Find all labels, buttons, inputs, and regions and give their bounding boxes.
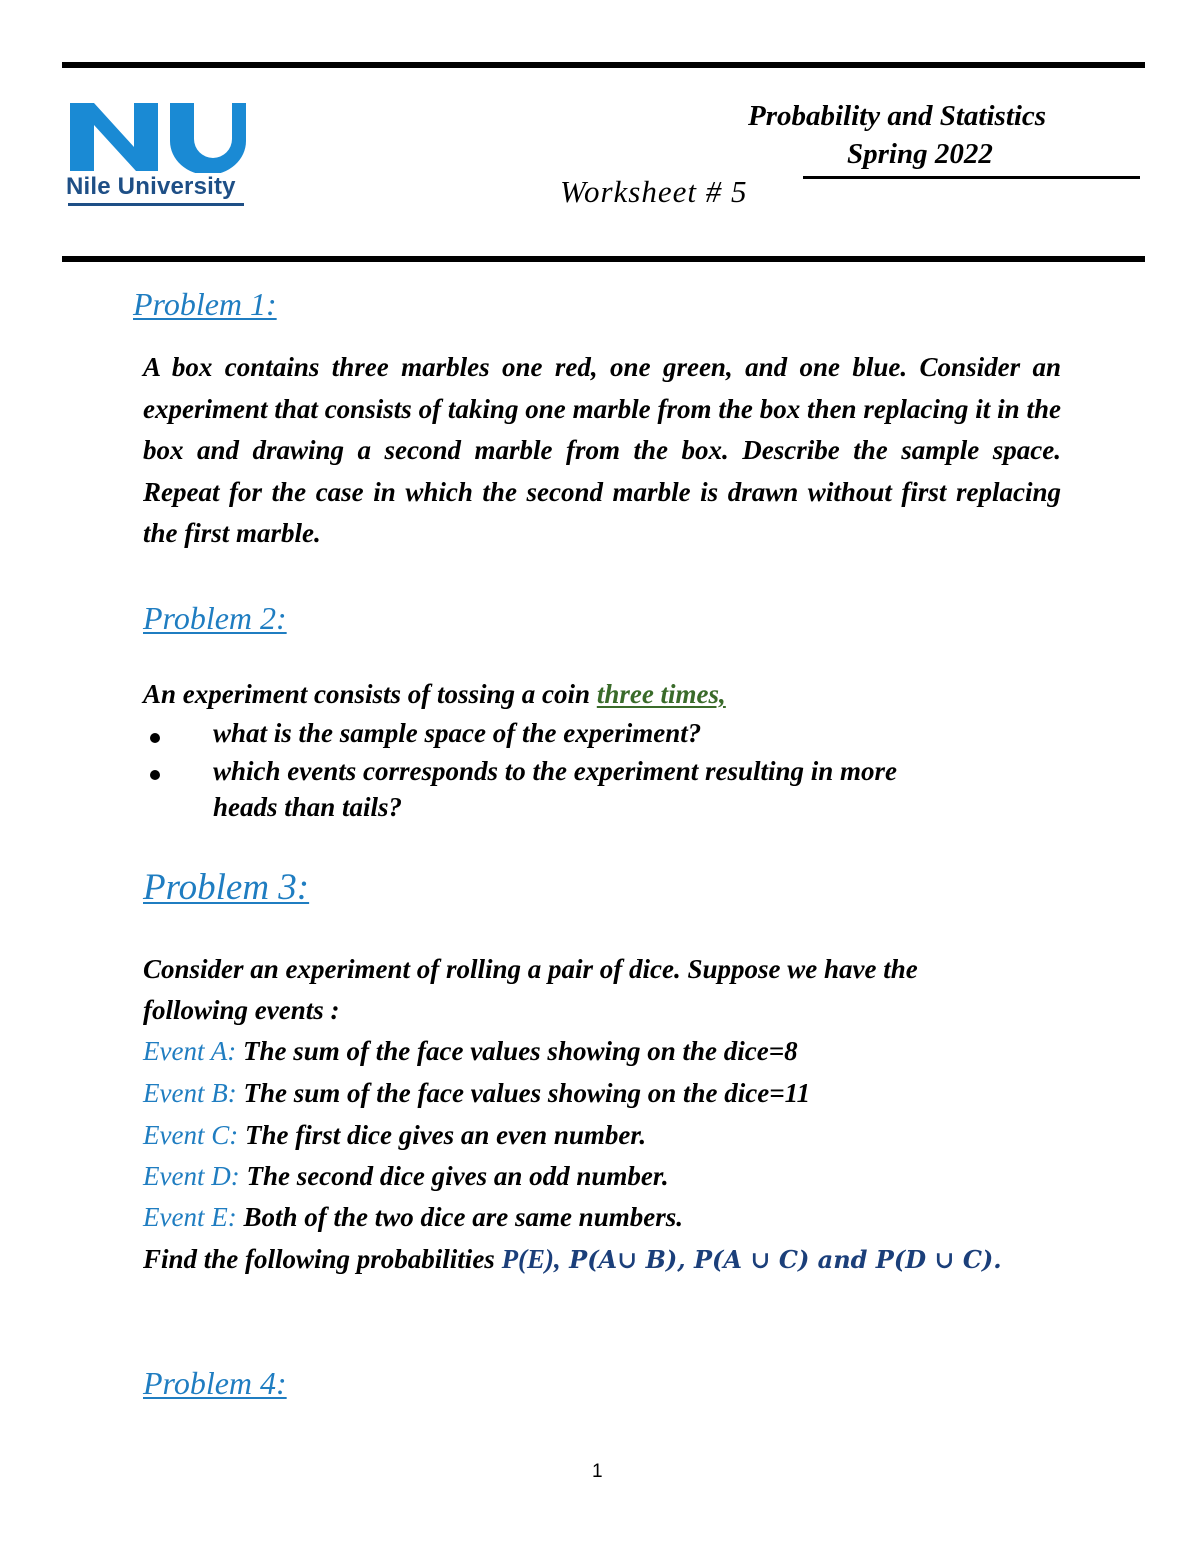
problem-3-intro-line-2: following events : — [143, 995, 340, 1025]
bullet-icon — [150, 733, 160, 743]
event-d — [143, 1161, 669, 1192]
event-b-text: The sum of the face values showing on the dice=11 — [236, 1078, 811, 1108]
bottom-rule — [62, 256, 1145, 262]
top-rule — [62, 62, 1145, 68]
nu-logo-icon — [66, 99, 248, 173]
event-a-text: The sum of the face values showing on the dice=8 — [236, 1036, 798, 1066]
logo-underline — [68, 203, 244, 206]
problem-2-bullet-2-line-2: heads than tails? — [213, 792, 403, 822]
event-e — [143, 1202, 683, 1233]
problem-1-heading: Problem 1: — [133, 286, 277, 322]
bullet-icon — [150, 770, 160, 780]
event-b — [143, 1078, 810, 1109]
event-b-label: Event B: — [143, 1078, 237, 1108]
problem-2-heading: Problem 2: — [143, 600, 287, 636]
problem-2-intro-text: An experiment consists of tossing a coin — [143, 679, 597, 709]
problem-3-find — [143, 1244, 1002, 1275]
event-d-label: Event D: — [143, 1161, 240, 1191]
event-c — [143, 1120, 646, 1151]
problem-4-heading: Problem 4: — [143, 1365, 287, 1401]
problem-2-bullet-1: what is the sample space of the experiment? — [213, 718, 702, 748]
logo-text: Nile University — [66, 173, 236, 200]
problem-3-pe: P(E), — [501, 1244, 561, 1274]
event-e-text: Both of the two dice are same numbers. — [236, 1202, 683, 1232]
event-e-label: Event E: — [143, 1202, 237, 1232]
university-logo — [66, 99, 248, 209]
problem-2-intro — [143, 679, 726, 710]
problem-1-text: A box contains three marbles one red, one green, and one blue. Consider an experiment that consists of taking one marble from the box then replacing it in the box and drawing a second marble from the box. Describe the sample space. Repeat for the case in which the second marble is drawn without first replacing the first marble. — [143, 352, 1061, 548]
problem-3-intro-line-1: Consider an experiment of rolling a pair of dice. Suppose we have the — [143, 954, 918, 984]
page-number: 1 — [592, 1461, 603, 1482]
event-a — [143, 1036, 798, 1067]
event-c-text: The first dice gives an even number. — [238, 1120, 647, 1150]
term-rule — [803, 176, 1140, 179]
worksheet-title: Worksheet # 5 — [560, 174, 748, 209]
term-label: Spring 2022 — [847, 138, 993, 170]
event-d-text: The second dice gives an odd number. — [239, 1161, 669, 1191]
problem-3-math: P(A∪ B), P(A ∪ C) and P(D ∪ C). — [560, 1245, 1002, 1274]
course-title: Probability and Statistics — [748, 100, 1047, 132]
problem-2-bullet-2-line-1: which events corresponds to the experiment resulting in more — [213, 756, 898, 786]
event-a-label: Event A: — [143, 1036, 237, 1066]
problem-3-heading: Problem 3: — [143, 867, 310, 908]
problem-3-find-text: Find the following probabilities — [143, 1244, 502, 1274]
event-c-label: Event C: — [143, 1120, 239, 1150]
problem-2-highlight: three times, — [596, 679, 726, 709]
